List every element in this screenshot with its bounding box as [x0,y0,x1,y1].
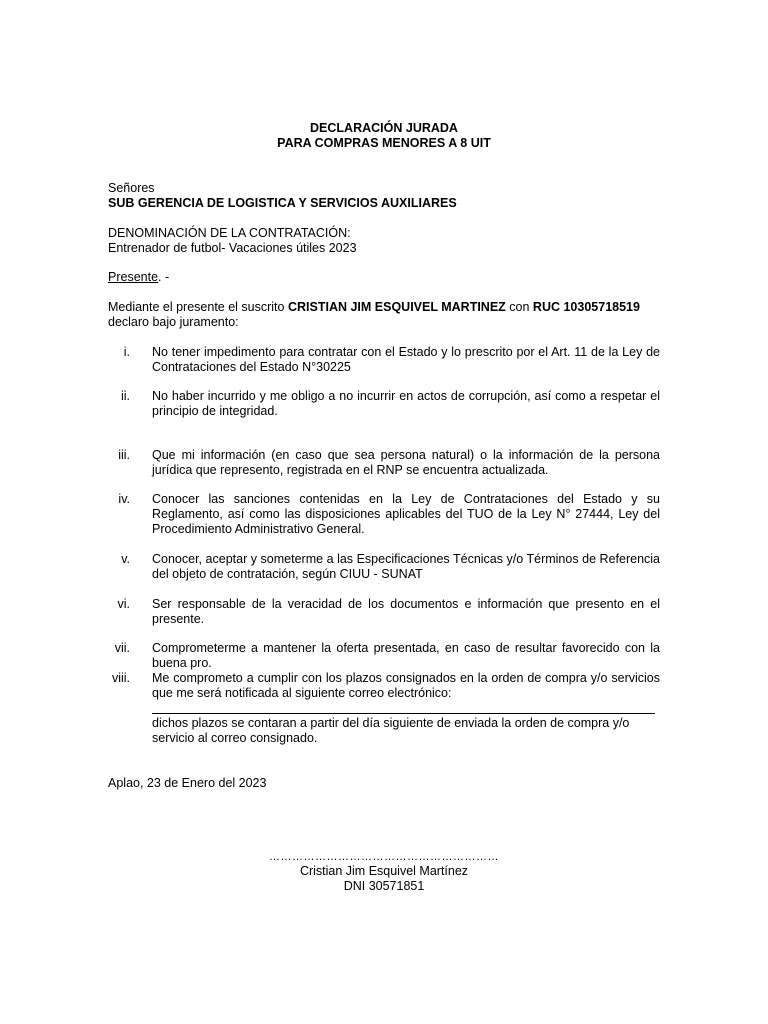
list-item-text: Que mi información (en caso que sea persona natural) o la información de la persona jurídica que represento, registrada en el RNP se encuentra actualizada. [152,448,660,477]
intro-paragraph [108,300,660,315]
addressee-entity: SUB GERENCIA DE LOGISTICA Y SERVICIOS AUXILIARES [108,196,457,210]
list-item-number: iii. [118,448,130,462]
presente-line [108,270,169,285]
list-item-number: i. [123,345,130,359]
list-item-number: vi. [117,597,130,611]
intro-text-2: con [505,300,533,314]
list-item-text: No tener impedimento para contratar con el Estado y lo prescrito por el Art. 11 de la Ley de Contrataciones del Estado N°30225 [152,345,660,374]
email-blank-line[interactable] [152,713,655,714]
list-item-text: No haber incurrido y me obligo a no incurrir en actos de corrupción, así como a respetar el principio de integridad. [152,389,660,418]
declarant-name: CRISTIAN JIM ESQUIVEL MARTINEZ [287,300,506,314]
deadline-note: dichos plazos se contaran a partir del día siguiente de enviada la orden de compra y/o servicio al correo consignado. [152,716,630,745]
list-item-number: viii. [111,671,130,685]
list-item-number: iv. [118,492,130,506]
document-title: DECLARACIÓN JURADA [310,121,458,135]
list-item-text: Ser responsable de la veracidad de los documentos e información que presento en el presente. [152,597,660,626]
contract-value: Entrenador de futbol- Vacaciones útiles 2023 [108,241,357,255]
list-item-text: Conocer, aceptar y someterme a las Especificaciones Técnicas y/o Términos de Referencia del objeto de contratación, según CIUU - SUNAT [152,552,660,581]
presente-suffix: . - [158,270,170,284]
list-item-text: Comprometerme a mantener la oferta presentada, en caso de resultar favorecido con la buena pro. [152,641,660,670]
list-item-text: Conocer las sanciones contenidas en la Ley de Contrataciones del Estado y su Reglamento, así como las disposiciones aplicables del TUO de la Ley N° 27444, Ley del Procedimiento Administrativo General. [152,492,660,536]
salutation: Señores [108,181,155,195]
list-item-text: Me comprometo a cumplir con los plazos consignados en la orden de compra y/o servicios que me será notificada al siguiente correo electrónico: [152,671,660,700]
signatory-dni: DNI 30571851 [343,879,425,893]
signatory-name: Cristian Jim Esquivel Martínez [299,864,469,878]
list-item-number: vii. [114,641,130,655]
place-date: Aplao, 23 de Enero del 2023 [108,776,267,790]
contract-label: DENOMINACIÓN DE LA CONTRATACIÓN: [108,226,351,240]
list-item-number: ii. [120,389,130,403]
intro-text-1: Mediante el presente el suscrito [108,300,288,314]
document-subtitle: PARA COMPRAS MENORES A 8 UIT [277,136,491,150]
list-item-number: v. [121,552,130,566]
presente-word: Presente [108,270,159,284]
intro-line-2: declaro bajo juramento: [108,315,239,329]
declarant-ruc: RUC 10305718519 [532,300,640,314]
signature-dots: …………………………………………………… [269,851,499,863]
